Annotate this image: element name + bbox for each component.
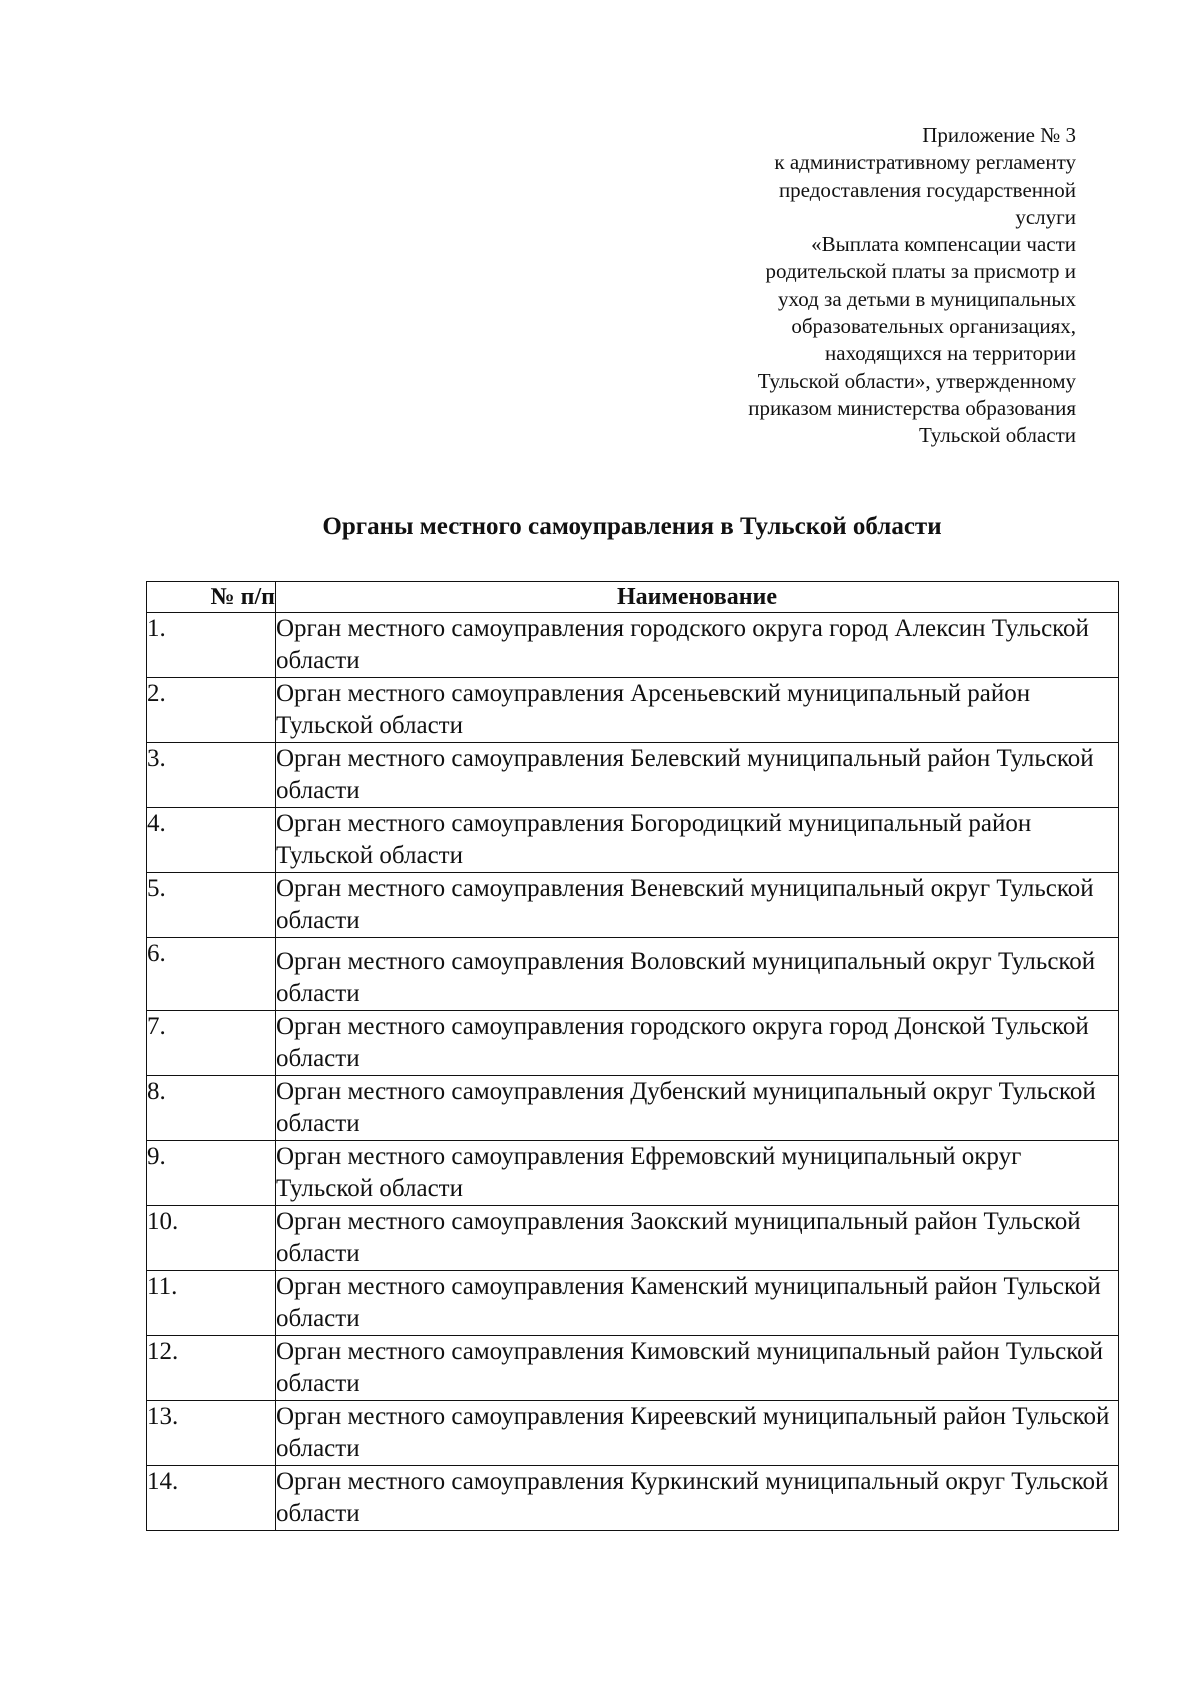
table-row xyxy=(147,1011,1119,1076)
appendix-line: Тульской области xyxy=(918,423,1076,448)
row-name-text: Орган местного самоуправления городского округа город Алексин Тульской области xyxy=(276,615,1089,674)
appendix-line: родительской платы за присмотр и xyxy=(765,259,1076,284)
appendix-line: к административному регламенту xyxy=(774,150,1076,175)
row-number: 7. xyxy=(147,1011,276,1076)
row-number: 12. xyxy=(147,1336,276,1401)
row-name xyxy=(276,1336,1119,1401)
table-row xyxy=(147,1076,1119,1141)
column-header-number: № п/п xyxy=(147,582,276,613)
column-header-name: Наименование xyxy=(276,582,1119,613)
table-row xyxy=(147,1336,1119,1401)
row-name xyxy=(276,1466,1119,1531)
row-number: 6. xyxy=(147,938,276,1011)
row-name-text: Орган местного самоуправления Киреевский муниципальный район Тульской области xyxy=(276,1403,1110,1462)
row-name xyxy=(276,1271,1119,1336)
row-name-text: Орган местного самоуправления Заокский муниципальный район Тульской области xyxy=(276,1208,1081,1267)
appendix-line: Тульской области», утвержденному xyxy=(757,368,1076,393)
row-name-text: Орган местного самоуправления Белевский муниципальный район Тульской области xyxy=(276,745,1094,804)
row-name xyxy=(276,1206,1119,1271)
row-name-text: Орган местного самоуправления Ефремовский муниципальный округ Тульской области xyxy=(276,1143,1022,1202)
table-row xyxy=(147,1401,1119,1466)
appendix-line: «Выплата компенсации части xyxy=(811,232,1076,257)
appendix-line: предоставления государственной xyxy=(778,177,1076,202)
table-row xyxy=(147,1466,1119,1531)
table-row xyxy=(147,873,1119,938)
table-row xyxy=(147,1271,1119,1336)
row-number: 9. xyxy=(147,1141,276,1206)
row-number: 11. xyxy=(147,1271,276,1336)
row-name xyxy=(276,678,1119,743)
row-name-text: Орган местного самоуправления городского округа город Донской Тульской области xyxy=(276,1013,1089,1072)
row-name-text: Орган местного самоуправления Воловский муниципальный округ Тульской области xyxy=(276,948,1096,1007)
appendix-line: находящихся на территории xyxy=(825,341,1076,366)
row-name xyxy=(276,1076,1119,1141)
row-number: 5. xyxy=(147,873,276,938)
row-name xyxy=(276,743,1119,808)
appendix-line: услуги xyxy=(1015,204,1076,229)
table-row xyxy=(147,678,1119,743)
row-name xyxy=(276,1401,1119,1466)
row-number: 4. xyxy=(147,808,276,873)
table-row xyxy=(147,1141,1119,1206)
table-row xyxy=(147,743,1119,808)
row-name-text: Орган местного самоуправления Богородицкий муниципальный район Тульской области xyxy=(276,810,1032,869)
appendix-line: приказом министерства образования xyxy=(748,395,1076,420)
row-name xyxy=(276,1141,1119,1206)
organizations-table xyxy=(146,581,1119,1531)
row-name-text: Орган местного самоуправления Дубенский муниципальный округ Тульской области xyxy=(276,1078,1096,1137)
table-row xyxy=(147,613,1119,678)
table-row xyxy=(147,808,1119,873)
appendix-header xyxy=(636,122,1076,450)
row-name-text: Орган местного самоуправления Куркинский муниципальный округ Тульской области xyxy=(276,1468,1109,1527)
appendix-line: уход за детьми в муниципальных xyxy=(778,286,1076,311)
row-name-text: Орган местного самоуправления Веневский муниципальный округ Тульской области xyxy=(276,875,1094,934)
document-title: Органы местного самоуправления в Тульской области xyxy=(322,513,942,540)
row-name-text: Орган местного самоуправления Каменский муниципальный район Тульской области xyxy=(276,1273,1101,1332)
table-row xyxy=(147,938,1119,1011)
row-name xyxy=(276,1011,1119,1076)
row-number: 13. xyxy=(147,1401,276,1466)
row-name xyxy=(276,938,1119,1011)
row-number: 14. xyxy=(147,1466,276,1531)
row-number: 2. xyxy=(147,678,276,743)
row-number: 10. xyxy=(147,1206,276,1271)
row-name xyxy=(276,613,1119,678)
table-row xyxy=(147,1206,1119,1271)
row-name-text: Орган местного самоуправления Арсеньевский муниципальный район Тульской области xyxy=(276,680,1031,739)
row-name xyxy=(276,808,1119,873)
row-number: 8. xyxy=(147,1076,276,1141)
table-header-row xyxy=(147,582,1119,613)
appendix-line: Приложение № 3 xyxy=(922,123,1076,147)
row-name-text: Орган местного самоуправления Кимовский муниципальный район Тульской области xyxy=(276,1338,1104,1397)
row-number: 1. xyxy=(147,613,276,678)
appendix-line: образовательных организациях, xyxy=(791,314,1076,339)
row-number: 3. xyxy=(147,743,276,808)
row-name xyxy=(276,873,1119,938)
